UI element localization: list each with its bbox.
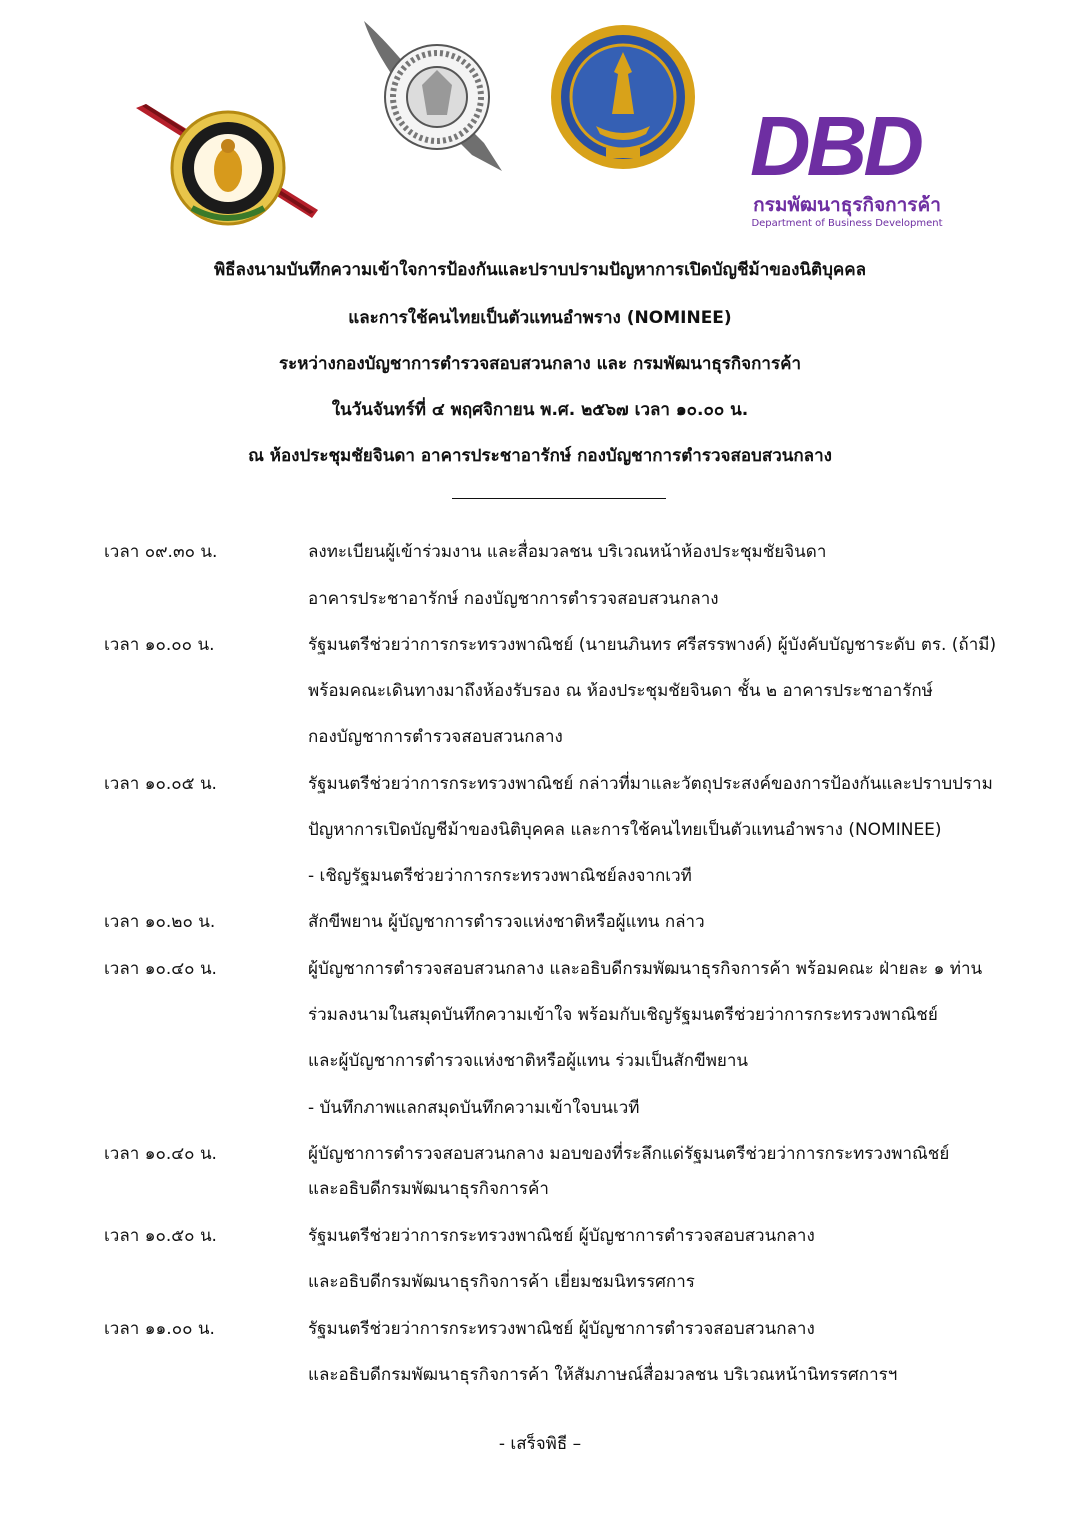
title-divider <box>452 498 666 499</box>
schedule-line: - บันทึกภาพแลกสมุดบันทึกความเข้าใจบนเวที <box>308 1098 640 1118</box>
title-line-3: ระหว่างกองบัญชาการตำรวจสอบสวนกลาง และ กรมพัฒนาธุรกิจการค้า <box>278 354 802 374</box>
schedule-line: รัฐมนตรีช่วยว่าการกระทรวงพาณิชย์ ผู้บัญชาการตำรวจสอบสวนกลาง <box>308 1319 815 1339</box>
schedule-line: สักขีพยาน ผู้บัญชาการตำรวจแห่งชาติหรือผู้แทน กล่าว <box>308 912 705 932</box>
moc-emblem-logo <box>548 22 698 172</box>
schedule-line: ลงทะเบียนผู้เข้าร่วมงาน และสื่อมวลชน บริเวณหน้าห้องประชุมชัยจินดา <box>308 542 827 562</box>
schedule-line: ผู้บัญชาการตำรวจสอบสวนกลาง และอธิบดีกรมพัฒนาธุรกิจการค้า พร้อมคณะ ฝ่ายละ ๑ ท่าน <box>308 959 983 979</box>
moc-emblem-icon <box>548 22 698 172</box>
dbd-logo <box>744 99 954 234</box>
schedule-time: เวลา ๐๙.๓๐ น. <box>104 542 218 562</box>
schedule-time: เวลา ๑๑.๐๐ น. <box>104 1319 215 1339</box>
schedule-line: รัฐมนตรีช่วยว่าการกระทรวงพาณิชย์ (นายนภินทร ศรีสรรพางค์) ผู้บังคับบัญชาระดับ ตร. (ถ้ามี) <box>308 635 997 655</box>
police-emblem-logo <box>352 15 512 175</box>
closing-note: - เสร็จพิธี – <box>498 1434 582 1454</box>
police-emblem-icon <box>352 15 512 175</box>
schedule-line: และผู้บัญชาการตำรวจแห่งชาติหรือผู้แทน ร่วมเป็นสักขีพยาน <box>308 1051 749 1071</box>
schedule-line: และอธิบดีกรมพัฒนาธุรกิจการค้า ให้สัมภาษณ์สื่อมวลชน บริเวณหน้านิทรรศการฯ <box>308 1365 898 1385</box>
schedule-time: เวลา ๑๐.๒๐ น. <box>104 912 216 932</box>
schedule-line: และอธิบดีกรมพัฒนาธุรกิจการค้า <box>308 1179 549 1199</box>
cib-emblem-logo <box>132 100 322 230</box>
schedule-line: รัฐมนตรีช่วยว่าการกระทรวงพาณิชย์ กล่าวที่มาและวัตถุประสงค์ของการป้องกันและปราบปราม <box>308 774 993 794</box>
schedule-time: เวลา ๑๐.๐๕ น. <box>104 774 217 794</box>
schedule-line: ปัญหาการเปิดบัญชีม้าของนิติบุคคล และการใช้คนไทยเป็นตัวแทนอำพราง (NOMINEE) <box>308 820 942 840</box>
logo-bar <box>0 0 1080 240</box>
schedule-time: เวลา ๑๐.๐๐ น. <box>104 635 215 655</box>
title-line-1: พิธีลงนามบันทึกความเข้าใจการป้องกันและปราบปรามปัญหาการเปิดบัญชีม้าของนิติบุคคล <box>213 260 867 280</box>
schedule-line: ผู้บัญชาการตำรวจสอบสวนกลาง มอบของที่ระลึกแด่รัฐมนตรีช่วยว่าการกระทรวงพาณิชย์ <box>308 1144 950 1164</box>
schedule-line: รัฐมนตรีช่วยว่าการกระทรวงพาณิชย์ ผู้บัญชาการตำรวจสอบสวนกลาง <box>308 1226 815 1246</box>
schedule-line: พร้อมคณะเดินทางมาถึงห้องรับรอง ณ ห้องประชุมชัยจินดา ชั้น ๒ อาคารประชาอารักษ์ <box>308 681 933 701</box>
title-line-2: และการใช้คนไทยเป็นตัวแทนอำพราง (NOMINEE) <box>348 308 732 328</box>
cib-emblem-icon <box>132 100 322 230</box>
dbd-thai-name: กรมพัฒนาธุรกิจการค้า <box>753 194 941 216</box>
title-line-5: ณ ห้องประชุมชัยจินดา อาคารประชาอารักษ์ กองบัญชาการตำรวจสอบสวนกลาง <box>248 446 832 466</box>
schedule-time: เวลา ๑๐.๔๐ น. <box>104 1144 217 1164</box>
schedule-line: กองบัญชาการตำรวจสอบสวนกลาง <box>308 727 563 747</box>
schedule-time: เวลา ๑๐.๕๐ น. <box>104 1226 217 1246</box>
schedule-line: ร่วมลงนามในสมุดบันทึกความเข้าใจ พร้อมกับเชิญรัฐมนตรีช่วยว่าการกระทรวงพาณิชย์ <box>308 1005 938 1025</box>
title-line-4: ในวันจันทร์ที่ ๔ พฤศจิกายน พ.ศ. ๒๕๖๗ เวลา ๑๐.๐๐ น. <box>331 400 749 420</box>
schedule-line: อาคารประชาอารักษ์ กองบัญชาการตำรวจสอบสวนกลาง <box>308 589 719 609</box>
dbd-english-name: Department of Business Development <box>751 218 943 229</box>
schedule-time: เวลา ๑๐.๔๐ น. <box>104 959 217 979</box>
dbd-wordmark: DBD <box>750 99 920 193</box>
schedule-line: - เชิญรัฐมนตรีช่วยว่าการกระทรวงพาณิชย์ลงจากเวที <box>308 866 692 886</box>
schedule-line: และอธิบดีกรมพัฒนาธุรกิจการค้า เยี่ยมชมนิทรรศการ <box>308 1272 695 1292</box>
